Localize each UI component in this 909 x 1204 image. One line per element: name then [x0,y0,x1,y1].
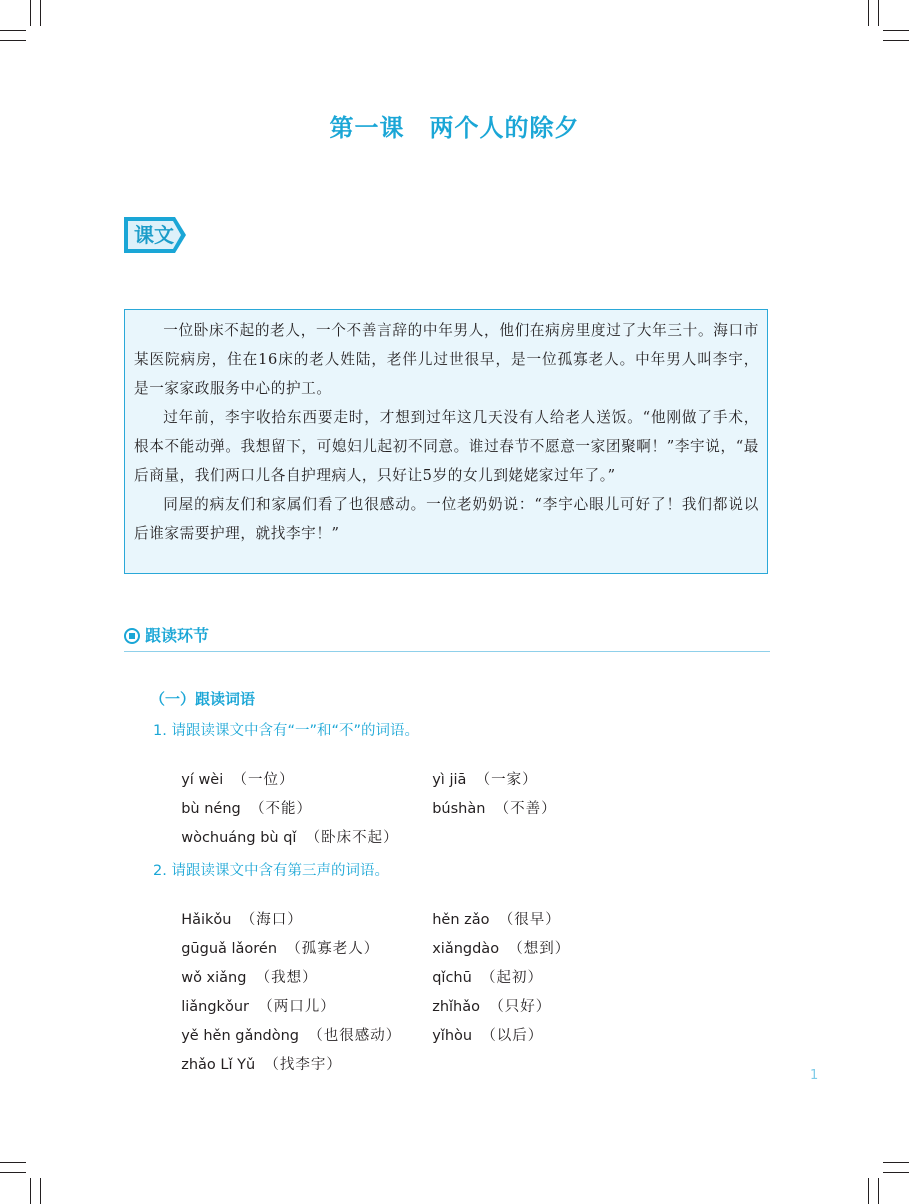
word-hanzi: （卧床不起） [305,830,399,846]
word-pinyin: yì jiā [432,772,467,788]
word-pinyin: wòchuáng bù qǐ [181,830,297,846]
question-1: 1. 请跟读课文中含有“一”和“不”的词语。 [153,723,419,739]
crop-mark [868,0,869,26]
word-pinyin: bù néng [181,801,241,817]
crop-mark [40,1178,41,1204]
word-pinyin: zhǐhǎo [432,999,480,1015]
word-pinyin: Hǎikǒu [181,912,232,928]
crop-mark [883,1162,909,1163]
passage-paragraph: 一位卧床不起的老人，一个不善言辞的中年男人，他们在病房里度过了大年三十。海口市某医院病房，住在16床的老人姓陆，老伴儿过世很早，是一位孤寡老人。中年男人叫李宇，是一家家政服务中心的护工。 [134,322,759,397]
crop-mark [40,0,41,26]
word-hanzi: （不善） [494,801,557,817]
word-pinyin: yí wèi [181,772,224,788]
word-hanzi: （找李宇） [264,1057,342,1073]
word-pinyin: xiǎngdào [432,941,500,957]
word-pinyin: zhǎo Lǐ Yǔ [181,1057,256,1073]
word-hanzi: （很早） [498,912,561,928]
word-hanzi: （想到） [508,941,571,957]
word-hanzi: （孤寡老人） [286,941,380,957]
text-section-tag [123,216,187,254]
crop-mark [0,30,26,31]
word-hanzi: （不能） [249,801,312,817]
square-bullet-icon [124,628,140,644]
word-item [423,781,557,818]
word-hanzi: （只好） [489,999,552,1015]
word-item [423,1008,543,1045]
lesson-title: 第一课 两个人的除夕 [329,114,580,142]
word-item [172,810,399,847]
word-pinyin: wǒ xiǎng [181,970,247,986]
word-pinyin: yě hěn gǎndòng [181,1028,299,1044]
word-pinyin: qǐchū [432,970,472,986]
word-hanzi: （我想） [255,970,318,986]
word-pinyin: gūguǎ lǎorén [181,941,278,957]
word-hanzi: （一家） [475,772,538,788]
crop-mark [30,0,31,26]
crop-mark [30,1178,31,1204]
crop-mark [883,30,909,31]
tag-label: 课文 [134,223,174,247]
crop-mark [868,1178,869,1204]
passage-paragraph: 同屋的病友们和家属们看了也很感动。一位老奶奶说：“李宇心眼儿可好了！我们都说以后谁家需要护理，就找李宇！” [134,496,759,542]
passage-box [124,309,768,574]
word-pinyin: yǐhòu [432,1028,473,1044]
page-number: 1 [810,1068,819,1083]
crop-mark [0,1172,26,1173]
crop-mark [0,40,26,41]
question-2: 2. 请跟读课文中含有第三声的词语。 [153,863,389,879]
crop-mark [883,1172,909,1173]
word-hanzi: （一位） [232,772,295,788]
word-pinyin: búshàn [432,801,486,817]
section-header [124,625,770,652]
word-hanzi: （也很感动） [308,1028,402,1044]
subsection-title: （一）跟读词语 [150,690,256,708]
word-pinyin: hěn zǎo [432,912,490,928]
crop-mark [878,1178,879,1204]
word-hanzi: （以后） [481,1028,544,1044]
word-pinyin: liǎngkǒur [181,999,249,1015]
crop-mark [878,0,879,26]
word-hanzi: （海口） [240,912,303,928]
word-hanzi: （起初） [481,970,544,986]
crop-mark [883,40,909,41]
passage-paragraph: 过年前，李宇收拾东西要走时，才想到过年这几天没有人给老人送饭。“他刚做了手术，根本不能动弹。我想留下，可媳妇儿起初不同意。谁过春节不愿意一家团聚啊！”李宇说，“最后商量，我们两口儿各自护理病人，只好让5岁的女儿到姥姥家过年了。” [134,409,759,484]
crop-mark [0,1162,26,1163]
section-title: 跟读环节 [145,626,210,645]
word-item [172,1037,342,1074]
word-hanzi: （两口儿） [258,999,336,1015]
